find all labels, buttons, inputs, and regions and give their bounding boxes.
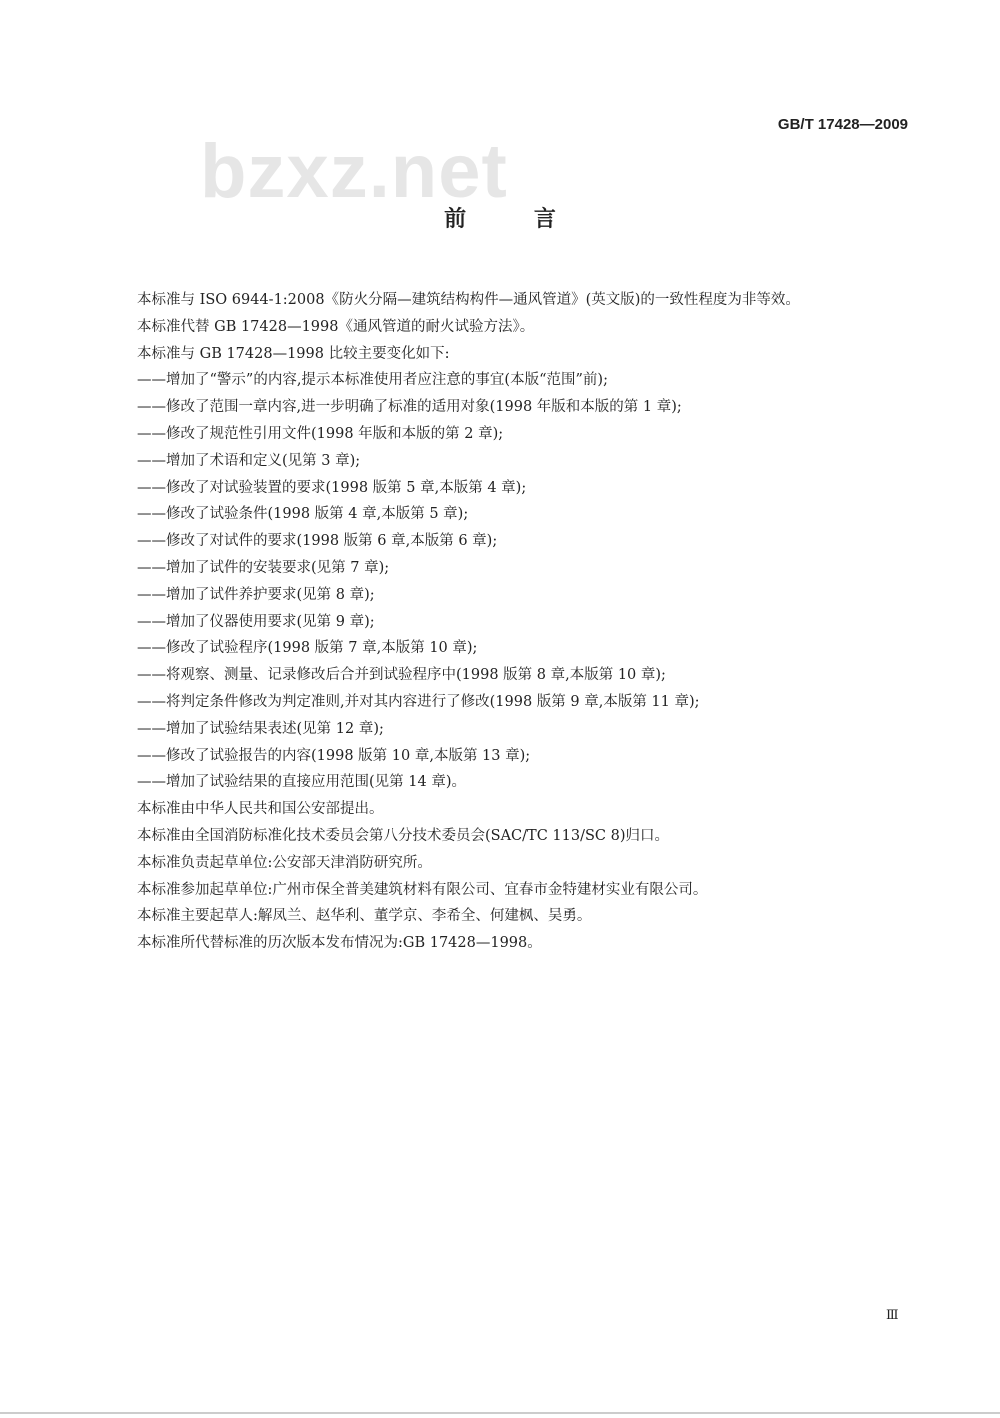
list-item: ——增加了试件养护要求(见第 8 章); [137, 586, 375, 603]
paragraph: 本标准代替 GB 17428—1998《通风管道的耐火试验方法》。 [137, 318, 535, 335]
page-title: 前 言 [444, 206, 586, 232]
list-item: ——增加了试验结果的直接应用范围(见第 14 章)。 [137, 774, 466, 791]
list-item: ——增加了试验结果表述(见第 12 章); [137, 720, 384, 737]
paragraph: 本标准所代替标准的历次版本发布情况为:GB 17428—1998。 [137, 935, 542, 952]
standard-number-header: GB/T 17428—2009 [777, 116, 908, 133]
page-bottom-edge [0, 1412, 1000, 1414]
list-item: ——修改了试验报告的内容(1998 版第 10 章,本版第 13 章); [137, 747, 531, 764]
list-item: ——修改了对试件的要求(1998 版第 6 章,本版第 6 章); [137, 533, 498, 550]
paragraph: 本标准由全国消防标准化技术委员会第八分技术委员会(SAC/TC 113/SC 8)归口。 [137, 827, 669, 844]
paragraph: 本标准与 GB 17428—1998 比较主要变化如下: [137, 345, 450, 362]
list-item: ——将判定条件修改为判定准则,并对其内容进行了修改(1998 版第 9 章,本版第 11 章); [137, 693, 700, 710]
list-item: ——增加了术语和定义(见第 3 章); [137, 452, 361, 469]
paragraph: 本标准参加起草单位:广州市保全普美建筑材料有限公司、宜春市金特建材实业有限公司。 [137, 881, 708, 898]
foreword-body [110, 287, 910, 957]
watermark: bzxz.net [200, 129, 508, 214]
list-item: ——修改了对试验装置的要求(1998 版第 5 章,本版第 4 章); [137, 479, 527, 496]
list-item: ——增加了仪器使用要求(见第 9 章); [137, 613, 375, 630]
list-item: ——修改了范围一章内容,进一步明确了标准的适用对象(1998 年版和本版的第 1 章); [137, 399, 682, 416]
page-number: Ⅲ [886, 1308, 899, 1323]
list-item: ——增加了“警示”的内容,提示本标准使用者应注意的事宜(本版“范围”前); [137, 372, 608, 389]
paragraph: 本标准与 ISO 6944-1:2008《防火分隔—建筑结构构件—通风管道》(英文版)的一致性程度为非等效。 [137, 292, 800, 308]
paragraph: 本标准主要起草人:解凤兰、赵华利、董学京、李希全、何建枫、吴勇。 [137, 908, 592, 925]
list-item: ——修改了试验程序(1998 版第 7 章,本版第 10 章); [137, 640, 478, 657]
paragraph: 本标准负责起草单位:公安部天津消防研究所。 [137, 854, 432, 871]
changes-list [110, 367, 910, 796]
paragraph: 本标准由中华人民共和国公安部提出。 [137, 801, 384, 818]
list-item: ——将观察、测量、记录修改后合并到试验程序中(1998 版第 8 章,本版第 10 章); [137, 667, 666, 684]
list-item: ——修改了试验条件(1998 版第 4 章,本版第 5 章); [137, 506, 469, 523]
list-item: ——增加了试件的安装要求(见第 7 章); [137, 559, 390, 576]
list-item: ——修改了规范性引用文件(1998 年版和本版的第 2 章); [137, 425, 504, 442]
